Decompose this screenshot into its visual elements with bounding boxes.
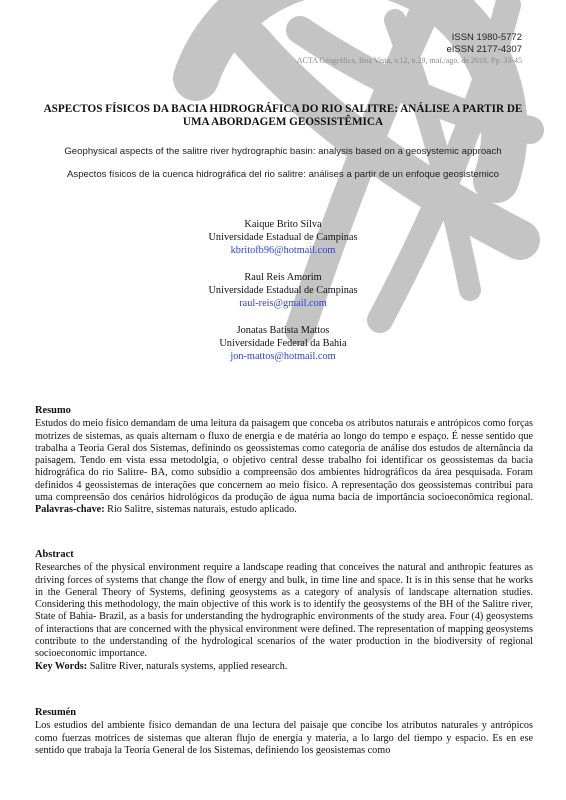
- author-email-link[interactable]: kbritofb96@hotmail.com: [230, 245, 336, 256]
- abstract-body: Researches of the physical environment require a landscape reading that conceives the natural and anthropic features as driving forces of systems that change the flow of energy and bulk, in time line and space. It is in this sense that he works in the General Theory of Systems, defining geosystems as a category of analysis of landscape alternation studies. Considering this methodology, the main objective of this work is to identify the geosystems of the BH of the Salitre river, State of Bahia- Brazil, as a basis for understanding the hydrographic environments of the study area. Four (4) geosystems of interactions that are concerned with the physical environment were defined. The representation of mapping geosystems contribute to the understanding of the hydrological scenarios of the water production in the biodiversity of regional socioeconomic importance.: [35, 562, 533, 660]
- author-name: Jonatas Batista Mattos: [236, 325, 330, 336]
- issn-electronic: eISSN 2177-4307: [446, 44, 522, 55]
- resumo-keywords-label: Palavras-chave:: [35, 504, 105, 516]
- author-entry: [0, 324, 566, 363]
- subtitle-spanish: Aspectos físicos de la cuenca hidrográfica del rio salitre: análises a partir de un enfoque geosistemico: [67, 169, 499, 180]
- author-entry: [0, 271, 566, 310]
- journal-citation: ACTA Geográfica, Boa Vista, v.12, n.29, mai./ago. de 2018. Pp. 33-45: [296, 56, 522, 65]
- resumo-text: Estudos do meio físico demandam de uma leitura da paisagem que conceba os atributos naturais e antrópicos como forças motrizes de sistemas, as quais alternam o fluxo de energia e de matéria ao longo do tempo e espaço. É nesse sentido que trabalha a Teoria Geral dos Sistemas, definindo os geossistemas como categoria de análise dos estudos de alternância da paisagem. Tendo em vista essa metodolgia, o objetivo central desse trabalho foi identificar os geossistemas da bacia hidrográfica do rio Salitre- BA, como subsídio a compreensão dos ambientes hidrográficos da área pesquisada. Foram definidos 4 geossistemas de interações que concernem ao meio físico. A representação dos geossistemas contribui para uma compreensão dos cenários hidrológicos da produção de água numa bacia de importância socioeconômica regional.: [35, 418, 533, 504]
- author-entry: [0, 218, 566, 257]
- abstract-keywords-label: Key Words:: [35, 660, 88, 672]
- abstract-keywords-line: [35, 661, 533, 673]
- resumo-section: [35, 405, 533, 517]
- issn-block: [446, 32, 522, 56]
- author-email-link[interactable]: jon-mattos@hotmail.com: [230, 351, 336, 362]
- abstract-heading: Abstract: [35, 549, 74, 560]
- author-list: [0, 218, 566, 377]
- paper-title: ASPECTOS FÍSICOS DA BACIA HIDROGRÁFICA DO RIO SALITRE: ANÁLISE A PARTIR DE UMA ABORDAGEM GEOSSISTÊMICA: [43, 103, 523, 128]
- author-affiliation: Universidade Federal da Bahia: [219, 338, 347, 349]
- issn-print: ISSN 1980-5772: [451, 32, 522, 43]
- resumo-keywords: Rio Salitre, sistemas naturais, estudo aplicado.: [104, 504, 297, 516]
- subtitle-english: Geophysical aspects of the salitre river hydrographic basin: analysis based on a geosystemic approach: [64, 146, 502, 157]
- resumen-body: Los estudios del ambiente físico demandan de una lectura del paisaje que concibe los atributos naturales y antrópicos como fuerzas motrices de sistemas que alteran flujo de energía y materia, a lo largo del tiempo y espacio. Es en ese sentido que trabaja la Teoría General de los Sistemas, definiendo los geosistemas como: [35, 720, 533, 756]
- resumo-body: [35, 418, 533, 516]
- author-name: Raul Reis Amorim: [244, 272, 322, 283]
- author-affiliation: Universidade Estadual de Campinas: [208, 285, 358, 296]
- author-affiliation: Universidade Estadual de Campinas: [208, 232, 358, 243]
- resumen-heading: Resumén: [35, 707, 76, 718]
- author-name: Kaique Brito Silva: [244, 219, 322, 230]
- author-email-link[interactable]: raul-reis@gmail.com: [239, 298, 327, 309]
- abstract-keywords: Salitre River, naturals systems, applied research.: [87, 660, 288, 672]
- abstract-section: [35, 549, 533, 673]
- resumo-heading: Resumo: [35, 405, 71, 416]
- resumen-section: [35, 707, 533, 757]
